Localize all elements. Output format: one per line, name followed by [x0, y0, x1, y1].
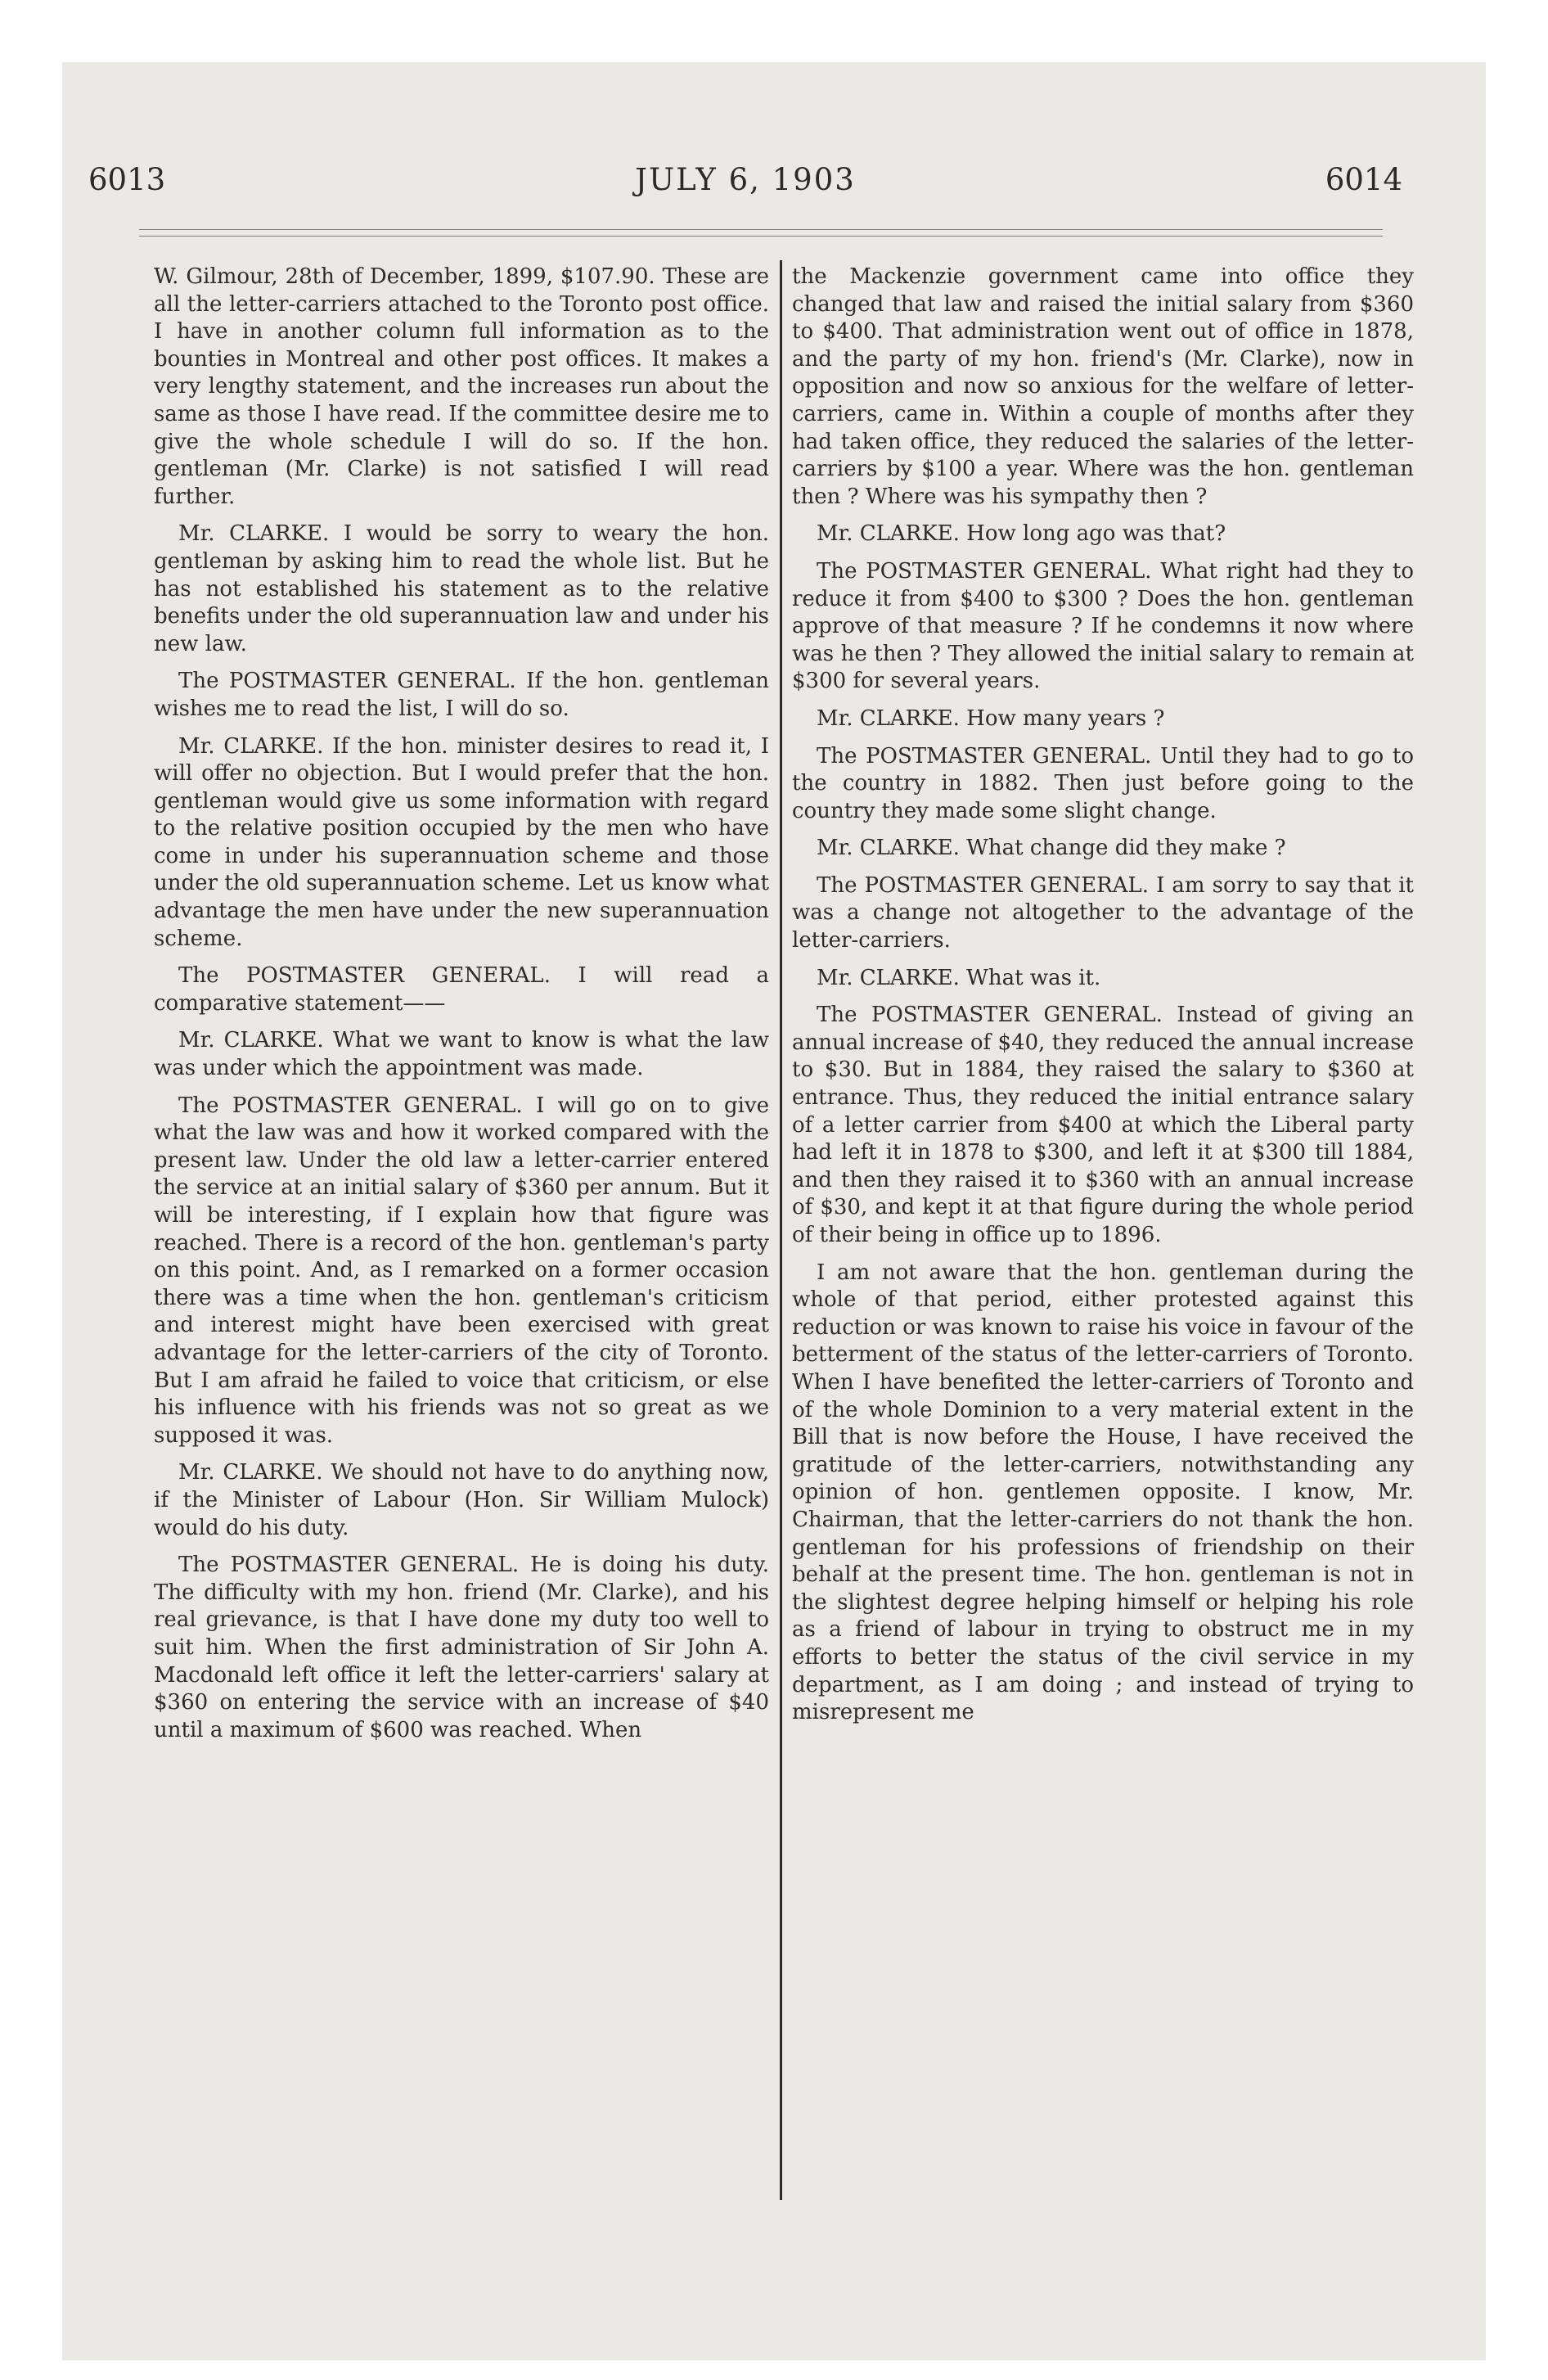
header-rule-top [139, 229, 1383, 230]
paragraph: Mr. CLARKE. What was it. [817, 965, 1101, 990]
paragraph: Mr. CLARKE. What change did they make ? [817, 836, 1286, 861]
paragraph: W. Gilmour, 28th of December, 1899, $107.90. These are all the letter-carriers attached to the Toronto post office. I have in another column full information as to the bounties in Montreal and other post offices. It makes a very lengthy statement, and the increases run about the same as those I have read. If the committee desire me to give the whole schedule I will do so. If the hon. gentleman (Mr. Clarke) is not satisfied I will read further. [154, 264, 769, 509]
paragraph: The POSTMASTER GENERAL. I will go on to give what the law was and how it worked compared with the present law. Under the old law a letter-carrier entered the service at an initial salary of $360 per annum. But it will be interesting, if I explain how that figure was reached. There is a record of the hon. gentleman's party on this point. And, as I remarked on a former occasion there was a time when the hon. gentleman's criticism and interest might have been exercised with great advantage for the letter-carriers of the city of Toronto. But I am afraid he failed to voice that criticism, or else his influence with his friends was not so great as we supposed it was. [154, 1093, 769, 1448]
paragraph: The POSTMASTER GENERAL. I will read a comparative statement—— [154, 963, 769, 1016]
paragraph: The POSTMASTER GENERAL. Until they had to go to the country in 1882. Then just before going to the country they made some slight change. [792, 743, 1414, 823]
right-column [792, 264, 1414, 1737]
paragraph: I am not aware that the hon. gentleman during the whole of that period, either protested against this reduction or was known to raise his voice in favour of the betterment of the status of the letter-carriers of Toronto. When I have benefited the letter-carriers of Toronto and of the whole Dominion to a very material extent in the Bill that is now before the House, I have received the gratitude of the letter-carriers, notwithstanding any opinion of hon. gentlemen opposite. I know, Mr. Chairman, that the letter-carriers do not thank the hon. gentleman for his professions of friendship on their behalf at the present time. The hon. gentleman is not in the slightest degree helping himself or helping his role as a friend of labour in trying to obstruct me in my efforts to better the status of the civil service in my department, as I am doing ; and instead of trying to misrepresent me [792, 1260, 1414, 1725]
right-page-number: 6014 [1325, 162, 1402, 197]
paragraph: Mr. CLARKE. What we want to know is what the law was under which the appointment was made. [154, 1028, 769, 1081]
paragraph: The POSTMASTER GENERAL. He is doing his duty. The difficulty with my hon. friend (Mr. Clarke), and his real grievance, is that I have done my duty too well to suit him. When the first administration of Sir John A. Macdonald left office it left the letter-carriers' salary at $360 on entering the service with an increase of $40 until a maximum of $600 was reached. When [154, 1553, 769, 1742]
paragraph: the Mackenzie government came into office they changed that law and raised the initial salary from $360 to $400. That administration went out of office in 1878, and the party of my hon. friend's (Mr. Clarke), now in opposition and now so anxious for the welfare of letter-carriers, came in. Within a couple of months after they had taken office, they reduced the salaries of the letter-carriers by $100 a year. Where was the hon. gentleman then ? Where was his sympathy then ? [792, 264, 1414, 509]
header-rule-bottom [139, 236, 1383, 237]
paragraph: Mr. CLARKE. How long ago was that? [817, 521, 1226, 547]
page-header [88, 162, 1402, 211]
column-divider [780, 260, 782, 2200]
left-page-number: 6013 [88, 162, 166, 197]
paragraph: The POSTMASTER GENERAL. What right had they to reduce it from $400 to $300 ? Does the hon. gentleman approve of that measure ? If he condemns it now where was he then ? They allowed the initial salary to remain at $300 for several years. [792, 558, 1414, 694]
paragraph: Mr. CLARKE. I would be sorry to weary the hon. gentleman by asking him to read the whole list. But he has not established his statement as to the relative benefits under the old superannuation law and under his new law. [154, 521, 769, 656]
page-date: JULY 6, 1903 [635, 162, 856, 197]
paragraph: The POSTMASTER GENERAL. Instead of giving an annual increase of $40, they reduced the annual increase to $30. But in 1884, they raised the salary to $360 at entrance. Thus, they reduced the initial entrance salary of a letter carrier from $400 at which the Liberal party had left it in 1878 to $300, and left it at $300 till 1884, and then they raised it to $360 with an annual increase of $30, and kept it at that figure during the whole period of their being in office up to 1896. [792, 1003, 1414, 1247]
paragraph: Mr. CLARKE. We should not have to do anything now, if the Minister of Labour (Hon. Sir William Mulock) would do his duty. [154, 1460, 769, 1540]
paragraph: The POSTMASTER GENERAL. If the hon. gentleman wishes me to read the list, I will do so. [154, 669, 769, 721]
left-column [154, 264, 769, 1754]
paragraph: Mr. CLARKE. How many years ? [817, 705, 1165, 731]
paragraph: Mr. CLARKE. If the hon. minister desires to read it, I will offer no objection. But I would prefer that the hon. gentleman would give us some information with regard to the relative position occupied by the men who have come in under his superannuation scheme and those under the old superannuation scheme. Let us know what advantage the men have under the new superannuation scheme. [154, 733, 769, 951]
paragraph: The POSTMASTER GENERAL. I am sorry to say that it was a change not altogether to the advantage of the letter-carriers. [792, 872, 1414, 953]
